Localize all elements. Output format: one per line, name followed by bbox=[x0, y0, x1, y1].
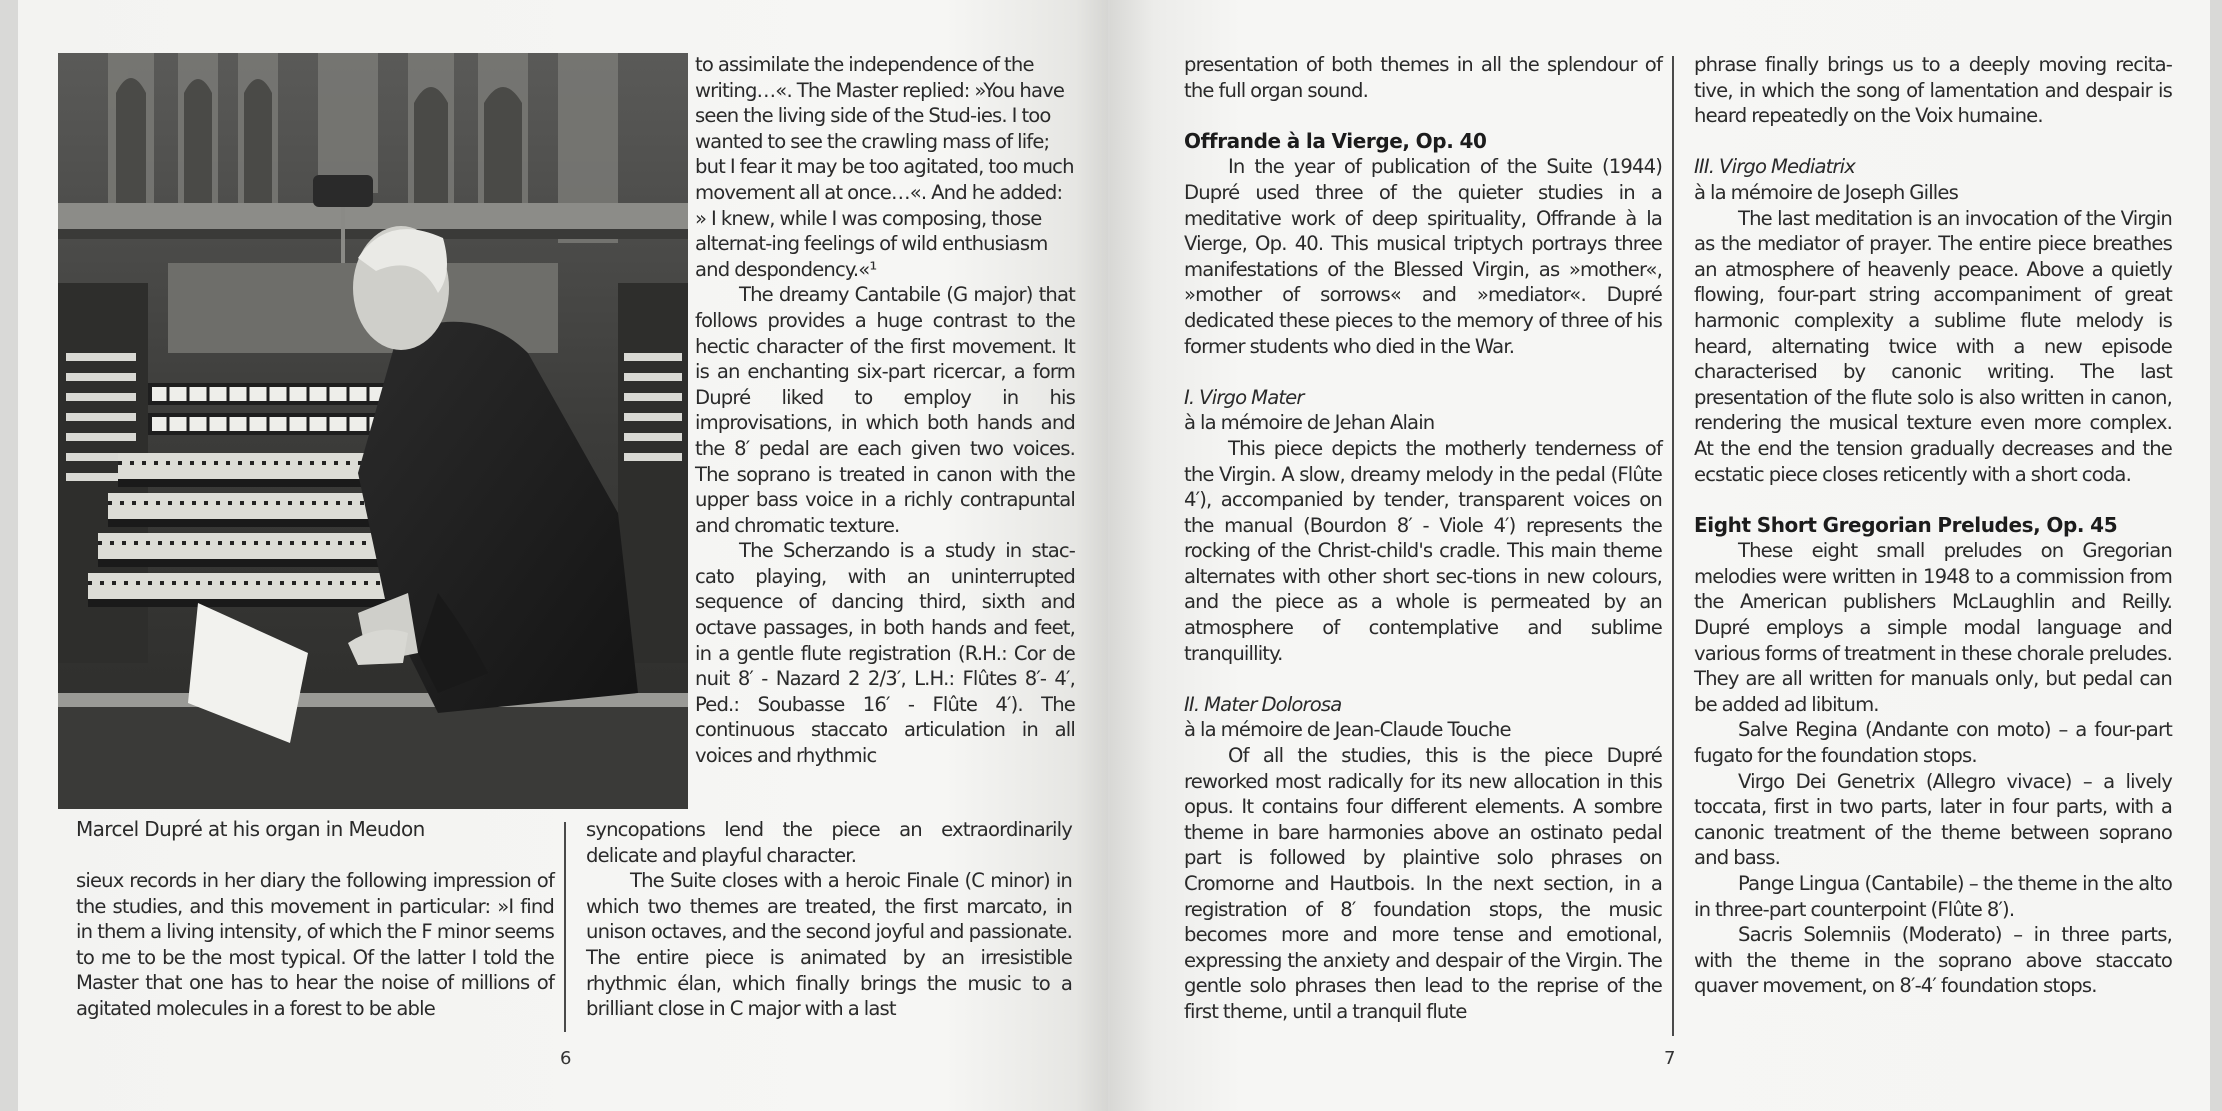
paragraph: to assimilate the independence of the writing…«. The Master replied: »You have seen the living side of the Stud-ies. I too wanted to see the crawling mass of life; but I fear it may be too agitated, too much movement all at once…«. And he added: » I knew, while I was composing, those alternat-ing feelings of wild enthusiasm and despondency.«¹ bbox=[695, 53, 1074, 281]
left-col2-upper bbox=[695, 52, 1075, 769]
right-page bbox=[1110, 0, 2210, 1111]
right-col1 bbox=[1184, 52, 1662, 1025]
photo-caption: Marcel Dupré at his organ in Meudon bbox=[76, 817, 425, 841]
organist-photo bbox=[58, 53, 688, 809]
column-rule bbox=[1672, 56, 1674, 1036]
paragraph: presentation of both themes in all the splendour of the full organ sound. bbox=[1184, 53, 1662, 102]
paragraph: These eight small preludes on Gregorian melodies were written in 1948 to a commission from the American publishers McLaughlin and Reilly. Dupré employs a simple modal language and various forms of treatment in these chorale preludes. They are all written for manuals only, but pedal can be added ad libitum. bbox=[1694, 539, 2172, 716]
left-col1-lower bbox=[76, 868, 554, 1022]
paragraph: sieux records in her diary the following impression of the studies, and this movement in particular: »I find in them a living intensity, of which the F minor seems to me to be the most typical. Of the latter I told the Master that one has to hear the noise of millions of agitated molecules in a forest to be able bbox=[76, 869, 554, 1020]
left-page bbox=[18, 0, 1108, 1111]
right-col2 bbox=[1694, 52, 2172, 999]
dedication: à la mémoire de Joseph Gilles bbox=[1694, 180, 1958, 204]
paragraph: The Suite closes with a heroic Finale (C minor) in which two themes are treated, the first marcato, in unison octaves, and the second joyful and passionate. The entire piece is animated by an irresistible rhythmic élan, which finally brings the music to a brilliant close in C major with a last bbox=[586, 869, 1072, 1021]
paragraph: phrase finally brings us to a deeply moving recita-tive, in which the song of lamentation and despair is heard repeatedly on the Voix humaine. bbox=[1694, 53, 2172, 128]
paragraph: Of all the studies, this is the piece Dupré reworked most radically for its new allocation in this opus. It contains four different elements. A sombre theme in bare harmonies above an ostinato pedal part is followed by plaintive solo phrases on Cromorne and Hautbois. In the next section, in a registration of 8′ foundation stops, the music becomes more and more tense and emotional, expressing the anxiety and despair of the Virgin. The gentle solo phrases then lead to the reprise of the first theme, until a tranquil flute bbox=[1184, 744, 1662, 1023]
column-rule bbox=[564, 822, 566, 1032]
movement-title: II. Mater Dolorosa bbox=[1184, 692, 1342, 716]
prelude-entry: Salve Regina (Andante con moto) – a four-part fugato for the foundation stops. bbox=[1694, 718, 2172, 768]
movement-title: I. Virgo Mater bbox=[1184, 385, 1304, 409]
paragraph: This piece depicts the motherly tenderness of the Virgin. A slow, dreamy melody in the pedal (Flûte 4′), accompanied by tender, transparent voices on the manual (Bourdon 8′ - Viole 4′) represents the rocking of the Christ-child's cradle. This main theme alternates with other short sec-tions in new colours, and the piece as a whole is permeated by an atmosphere of contemplative and sublime tranquillity. bbox=[1184, 436, 1662, 665]
paragraph: syncopations lend the piece an extraordinarily delicate and playful character. bbox=[586, 818, 1072, 867]
section-heading: Offrande à la Vierge, Op. 40 bbox=[1184, 128, 1487, 153]
page-number: 6 bbox=[560, 1048, 572, 1069]
left-col2-lower bbox=[586, 817, 1072, 1022]
prelude-entry: Pange Lingua (Cantabile) – the theme in the alto in three-part counterpoint (Flûte 8′). bbox=[1694, 872, 2172, 921]
page-number: 7 bbox=[1664, 1048, 1676, 1069]
paragraph: The last meditation is an invocation of the Virgin as the mediator of prayer. The entire piece breathes an atmosphere of heavenly peace. Above a quietly flowing, four-part string accompaniment of great harmonic complexity a sublime flute melody is heard, alternating twice with a new episode characterised by canonic writing. The last presentation of the flute solo is also written in canon, rendering the musical texture even more complex. At the end the tension gradually decreases and the ecstatic piece closes reticently with a short coda. bbox=[1694, 206, 2172, 486]
dedication: à la mémoire de Jean-Claude Touche bbox=[1184, 718, 1511, 742]
section-heading: Eight Short Gregorian Preludes, Op. 45 bbox=[1694, 512, 2118, 537]
prelude-entry: Virgo Dei Genetrix (Allegro vivace) – a lively toccata, first in two parts, later in four parts, with a canonic treatment of the theme between soprano and bass. bbox=[1694, 769, 2172, 870]
movement-title: III. Virgo Mediatrix bbox=[1694, 155, 1855, 179]
paragraph: In the year of publication of the Suite (1944) Dupré used three of the quieter studies in a meditative work of deep spirituality, Offrande à la Vierge, Op. 40. This musical triptych portrays three manifestations of the Blessed Virgin, as »mother«, »mother of sorrows« and »mediator«. Dupré dedicated these pieces to the memory of three of his former students who died in the War. bbox=[1184, 155, 1662, 358]
paragraph: The dreamy Cantabile (G major) that follows provides a huge contrast to the hectic character of the first movement. It is an enchanting six-part ricercar, a form Dupré liked to employ in his improvisations, in which both hands and the 8′ pedal are each given two voices. The soprano is treated in canon with the upper bass voice in a richly contrapuntal and chromatic texture. bbox=[695, 283, 1075, 537]
dedication: à la mémoire de Jehan Alain bbox=[1184, 411, 1435, 435]
prelude-entry: Sacris Solemniis (Moderato) – in three parts, with the theme in the soprano above staccato quaver movement, on 8′-4′ foundation stops. bbox=[1694, 923, 2172, 998]
paragraph: The Scherzando is a study in stac-cato playing, with an uninterrupted sequence of dancing third, sixth and octave passages, in both hands and feet, in a gentle flute registration (R.H.: Cor de nuit 8′ - Nazard 2 2/3′, L.H.: Flûtes 8′- 4′, Ped.: Soubasse 16′ - Flûte 4′). The continuous staccato articulation in all voices and rhythmic bbox=[695, 539, 1075, 768]
